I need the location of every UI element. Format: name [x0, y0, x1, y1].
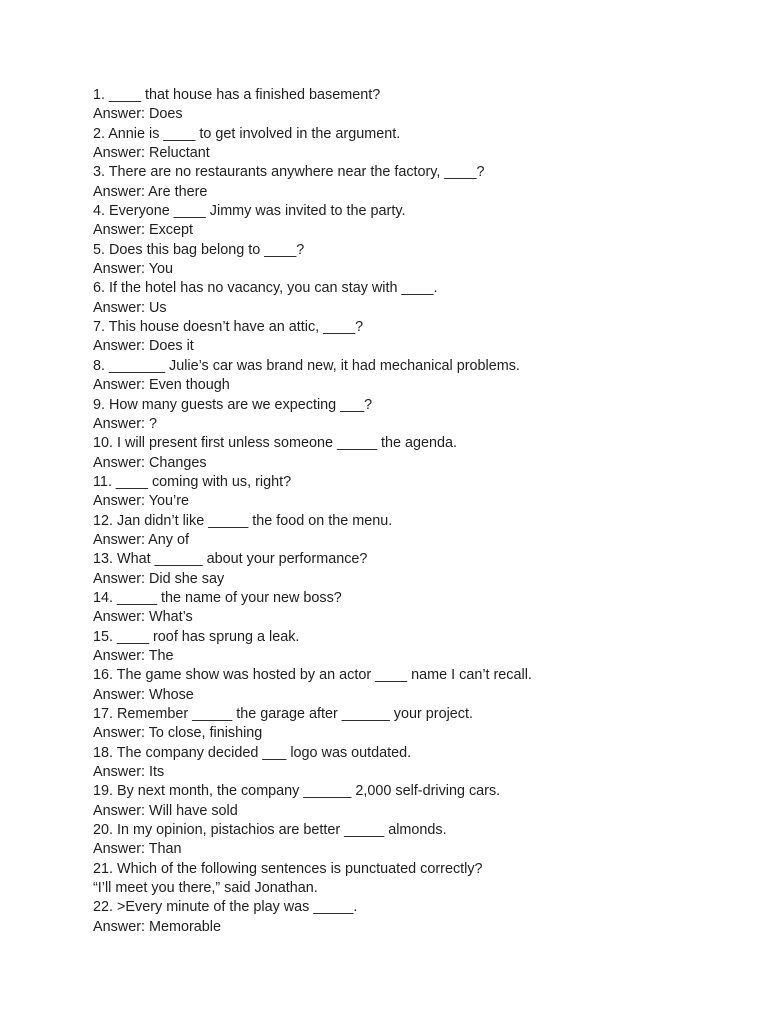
- question-line: 6. If the hotel has no vacancy, you can stay with ____.: [93, 280, 438, 297]
- answer-line: Answer: Did she say: [93, 570, 225, 587]
- answer-line: Answer: Changes: [93, 454, 207, 471]
- question-line: 17. Remember _____ the garage after ______ your project.: [93, 706, 473, 722]
- answer-line: Answer: You: [93, 261, 174, 278]
- question-line: 7. This house doesn’t have an attic, ____?: [93, 319, 364, 336]
- answer-line: Answer: Its: [93, 764, 165, 781]
- answer-line: Answer: Even though: [93, 377, 230, 394]
- question-line: 12. Jan didn’t like _____ the food on the menu.: [93, 512, 393, 529]
- question-line: 8. _______ Julie’s car was brand new, it had mechanical problems.: [93, 357, 520, 374]
- answer-line: Answer: What’s: [93, 609, 193, 626]
- question-line: 15. ____ roof has sprung a leak.: [93, 628, 300, 645]
- question-line: 2. Annie is ____ to get involved in the argument.: [93, 125, 401, 142]
- question-line: 20. In my opinion, pistachios are better _____ almonds.: [93, 822, 447, 839]
- question-line: 21. Which of the following sentences is punctuated correctly?: [93, 860, 483, 877]
- answer-line: Answer: Are there: [93, 183, 208, 200]
- answer-line: Answer: Except: [93, 222, 193, 239]
- question-line: 5. Does this bag belong to ____?: [93, 241, 305, 258]
- answer-line: Answer: ?: [93, 415, 157, 432]
- answer-line: “I’ll meet you there,” said Jonathan.: [93, 880, 318, 897]
- question-line: 16. The game show was hosted by an actor ____ name I can’t recall.: [93, 667, 532, 684]
- question-line: 22. >Every minute of the play was _____.: [93, 899, 358, 916]
- quiz-text: [93, 86, 733, 937]
- answer-line: Answer: You’re: [93, 493, 189, 510]
- answer-line: Answer: Than: [93, 841, 182, 858]
- question-line: 19. By next month, the company ______ 2,000 self-driving cars.: [93, 783, 501, 800]
- answer-line: Answer: Does it: [93, 338, 194, 355]
- question-line: 3. There are no restaurants anywhere near the factory, ____?: [93, 164, 485, 181]
- answer-line: Answer: Will have sold: [93, 802, 238, 819]
- answer-line: Answer: Does: [93, 106, 183, 123]
- answer-line: Answer: Memorable: [93, 918, 221, 935]
- question-line: 9. How many guests are we expecting ___?: [93, 396, 373, 413]
- question-line: 11. ____ coming with us, right?: [93, 473, 292, 490]
- question-line: 14. _____ the name of your new boss?: [93, 589, 342, 606]
- question-line: 10. I will present first unless someone _____ the agenda.: [93, 435, 457, 452]
- answer-line: Answer: Reluctant: [93, 145, 210, 162]
- question-line: 13. What ______ about your performance?: [93, 551, 368, 568]
- question-line: 18. The company decided ___ logo was outdated.: [93, 744, 412, 761]
- question-line: 4. Everyone ____ Jimmy was invited to the party.: [93, 203, 406, 220]
- answer-line: Answer: The: [93, 647, 174, 664]
- question-line: 1. ____ that house has a finished basement?: [93, 87, 381, 103]
- answer-line: Answer: Any of: [93, 531, 189, 548]
- answer-line: Answer: To close, finishing: [93, 725, 263, 742]
- answer-line: Answer: Us: [93, 299, 167, 316]
- answer-line: Answer: Whose: [93, 686, 194, 703]
